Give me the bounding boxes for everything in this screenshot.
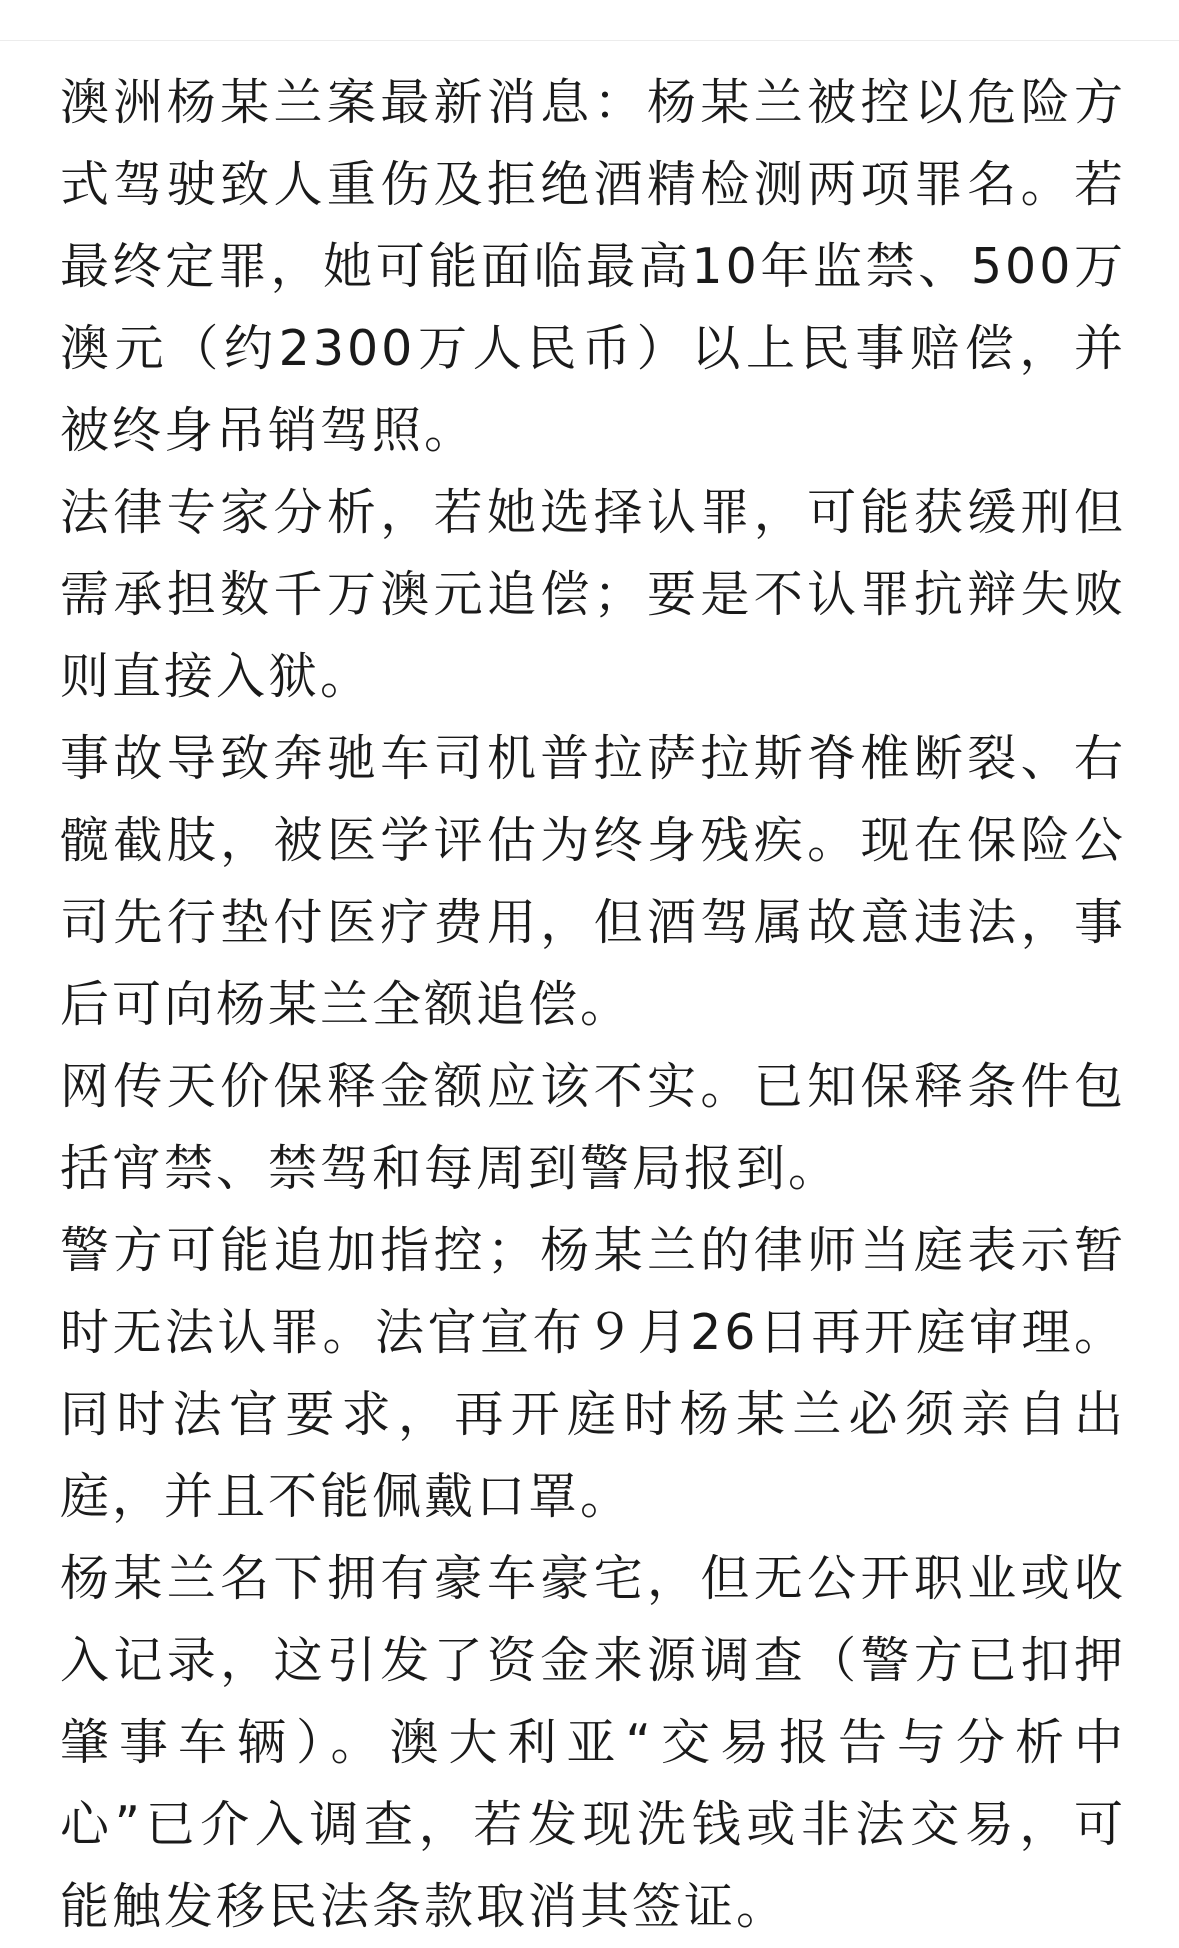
paragraph-funding-investigation: 杨某兰名下拥有豪车豪宅，但无公开职业或收入记录，这引发了资金来源调查（警方已扣押肇事车辆）。澳大利亚“交易报告与分析中心”已介入调查，若发现洗钱或非法交易，可能触发移民法条款取消其签证。 (60, 1550, 1126, 1935)
top-divider (0, 40, 1179, 41)
paragraph-bail-conditions: 网传天价保释金额应该不实。已知保释条件包括宵禁、禁驾和每周到警局报到。 (60, 1058, 1126, 1197)
article-body (60, 62, 1126, 1948)
paragraph-court-schedule: 警方可能追加指控；杨某兰的律师当庭表示暂时无法认罪。法官宣布９月26日再开庭审理。同时法官要求，再开庭时杨某兰必须亲自出庭，并且不能佩戴口罩。 (60, 1222, 1126, 1525)
paragraph-victim-injuries: 事故导致奔驰车司机普拉萨拉斯脊椎断裂、右髋截肢，被医学评估为终身残疾。现在保险公司先行垫付医疗费用，但酒驾属故意违法，事后可向杨某兰全额追偿。 (60, 730, 1126, 1033)
paragraph-charges: 澳洲杨某兰案最新消息：杨某兰被控以危险方式驾驶致人重伤及拒绝酒精检测两项罪名。若最终定罪，她可能面临最高10年监禁、500万澳元（约2300万人民币）以上民事赔偿，并被终身吊销驾照。 (60, 74, 1126, 459)
paragraph-legal-analysis: 法律专家分析，若她选择认罪，可能获缓刑但需承担数千万澳元追偿；要是不认罪抗辩失败则直接入狱。 (60, 484, 1126, 705)
